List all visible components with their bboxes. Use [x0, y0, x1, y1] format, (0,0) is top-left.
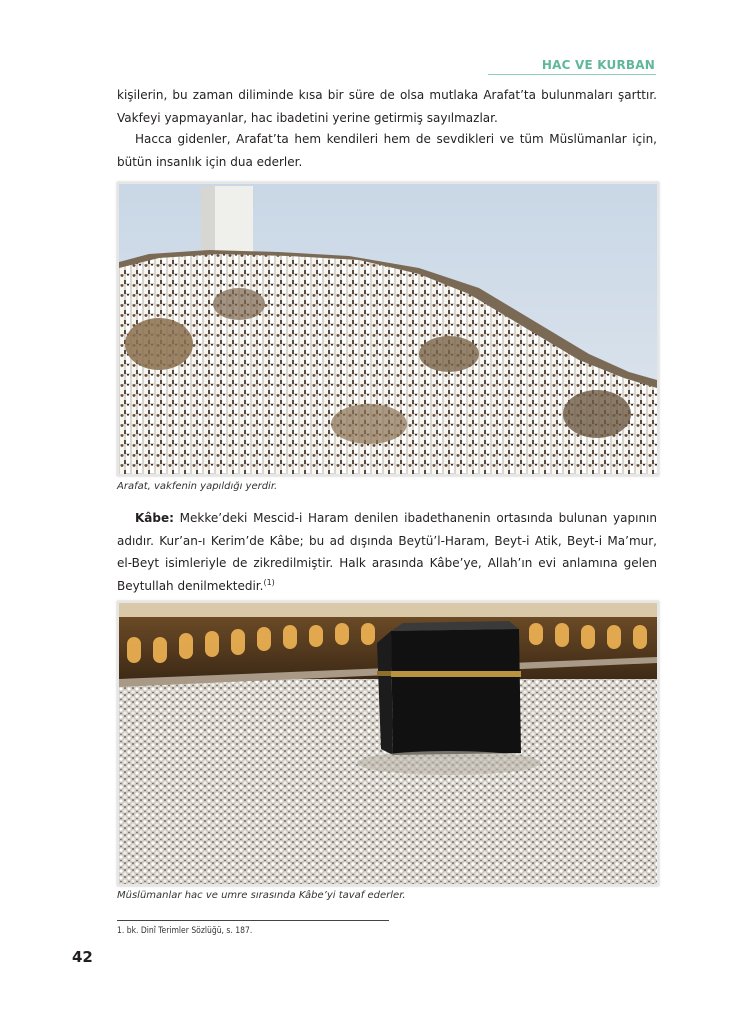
paragraph-arafat-prayer: Hacca gidenler, Arafat’ta hem kendileri hem de sevdikleri ve tüm Müslümanlar için, bütün insanlık için dua ederler.	[117, 132, 657, 169]
paragraph-kabe-definition	[117, 507, 657, 597]
chapter-header: HAC VE KURBAN	[541, 58, 655, 72]
footnote-rule	[117, 920, 389, 921]
kabe-definition-text: Mekke’deki Mescid-i Haram denilen ibadethanenin ortasında bulunan yapının adıdır. Kur’an-ı Kerim’de Kâbe; bu ad dışında Beytü’l-Haram, Beyt-i Atik, Beyt-i Ma’mur, el-Beyt isimleriyle de zikredilmiştir. Halk arasında Kâbe’ye, Allah’ın evi anlamına gelen Beytullah denilmektedir.	[117, 511, 657, 593]
page-number: 42	[72, 948, 93, 966]
header-rule	[488, 74, 656, 75]
arafat-photo	[117, 182, 659, 476]
kabe-photo-caption: Müslümanlar hac ve umre sırasında Kâbe’yi tavaf ederler.	[117, 890, 406, 901]
kabe-term: Kâbe:	[135, 511, 174, 525]
kabe-photo-illustration	[119, 603, 657, 884]
arafat-photo-illustration	[119, 184, 657, 474]
arafat-photo-caption: Arafat, vakfenin yapıldığı yerdir.	[117, 481, 278, 492]
footnote: 1. bk. Dinî Terimler Sözlüğü, s. 187.	[117, 926, 253, 936]
footnote-reference: (1)	[263, 577, 275, 587]
kabe-photo	[117, 601, 659, 886]
paragraph-arafat-condition: kişilerin, bu zaman diliminde kısa bir süre de olsa mutlaka Arafat’ta bulunmaları şarttır. Vakfeyi yapmayanlar, hac ibadetini yerine getirmiş sayılmazlar.	[117, 88, 657, 125]
